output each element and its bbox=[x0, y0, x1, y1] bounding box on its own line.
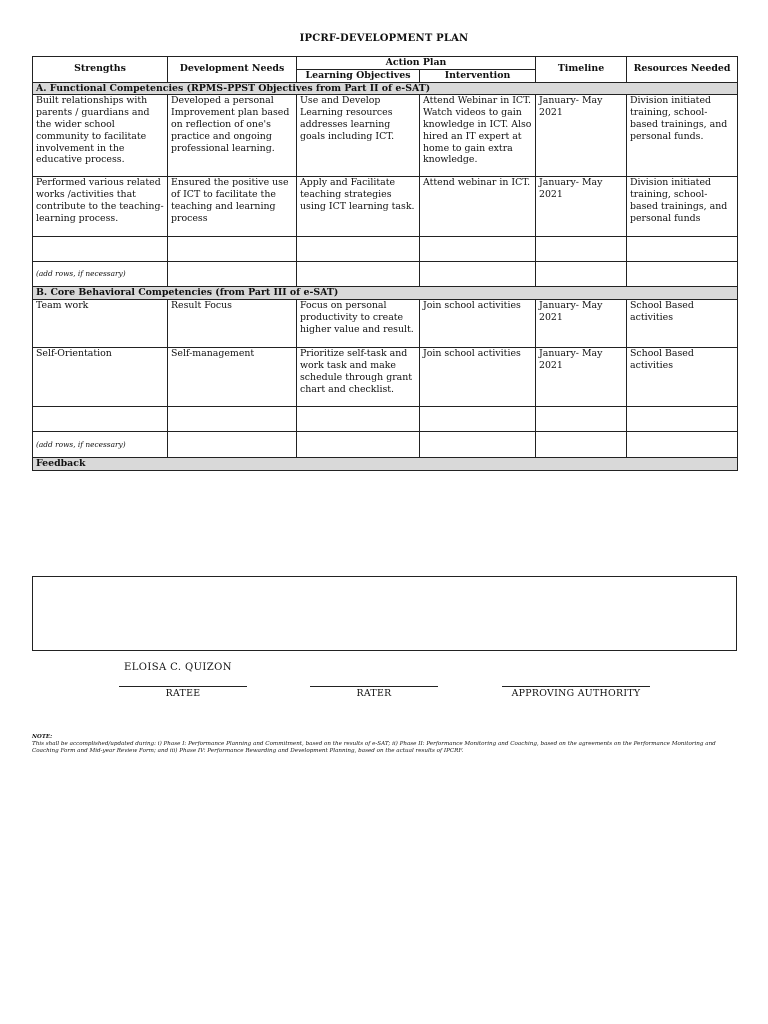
header-action-plan: Action Plan bbox=[297, 57, 536, 70]
empty-cell bbox=[627, 237, 738, 262]
empty-cell bbox=[168, 432, 297, 458]
empty-cell bbox=[536, 237, 627, 262]
header-development-needs: Development Needs bbox=[168, 57, 297, 83]
development-need-cell: Ensured the positive use of ICT to facilitate the teaching and learning process bbox=[168, 177, 297, 237]
ratee-label: RATEE bbox=[165, 688, 201, 699]
timeline-cell: January- May 2021 bbox=[536, 95, 627, 177]
approving-authority-label: APPROVING AUTHORITY bbox=[511, 688, 641, 699]
timeline-cell: January- May 2021 bbox=[536, 177, 627, 237]
learning-objective-cell: Use and Develop Learning resources addresses learning goals including ICT. bbox=[297, 95, 420, 177]
learning-objective-cell: Apply and Facilitate teaching strategies using ICT learning task. bbox=[297, 177, 420, 237]
timeline-cell: January- May 2021 bbox=[536, 300, 627, 348]
intervention-cell: Join school activities bbox=[420, 300, 536, 348]
development-need-cell: Result Focus bbox=[168, 300, 297, 348]
header-intervention: Intervention bbox=[420, 69, 536, 82]
empty-cell bbox=[297, 407, 420, 432]
add-rows-note: (add rows, if necessary) bbox=[33, 432, 168, 458]
note-title: NOTE: bbox=[32, 734, 53, 740]
feedback-label: Feedback bbox=[33, 458, 738, 471]
approving-signature-line bbox=[502, 686, 650, 687]
empty-cell bbox=[297, 432, 420, 458]
note-text: This shall be accomplished/updated during: i) Phase I: Performance Planning and Commitment, based on the results of e-SAT; ii) Phase II: Performance Monitoring and Coaching, based on the agreements on the Performance Monitoring and Coaching Form and Mid-year Review Form; and iii) Phase IV: Performance Rewarding and Development Planning, based on the actual results of IPCRF. bbox=[32, 741, 716, 754]
ratee-name: ELOISA C. QUIZON bbox=[124, 662, 232, 673]
empty-cell bbox=[168, 237, 297, 262]
timeline-cell: January- May 2021 bbox=[536, 348, 627, 407]
ratee-signature-line bbox=[119, 686, 247, 687]
header-timeline: Timeline bbox=[536, 57, 627, 83]
empty-cell bbox=[33, 407, 168, 432]
header-strengths: Strengths bbox=[33, 57, 168, 83]
empty-cell bbox=[420, 262, 536, 287]
rater-signature-line bbox=[310, 686, 438, 687]
empty-cell bbox=[420, 432, 536, 458]
empty-row bbox=[33, 407, 738, 432]
empty-cell bbox=[627, 262, 738, 287]
empty-cell bbox=[627, 432, 738, 458]
resources-cell: School Based activities bbox=[627, 300, 738, 348]
intervention-cell: Attend webinar in ICT. bbox=[420, 177, 536, 237]
empty-cell bbox=[536, 407, 627, 432]
empty-cell bbox=[536, 262, 627, 287]
empty-row bbox=[33, 237, 738, 262]
empty-cell bbox=[168, 262, 297, 287]
table-row bbox=[33, 300, 738, 348]
feedback-box bbox=[32, 576, 737, 651]
strength-cell: Self-Orientation bbox=[33, 348, 168, 407]
strength-cell: Performed various related works /activities that contribute to the teaching-learning process. bbox=[33, 177, 168, 237]
table-row bbox=[33, 95, 738, 177]
header-resources-needed: Resources Needed bbox=[627, 57, 738, 83]
learning-objective-cell: Prioritize self-task and work task and make schedule through grant chart and checklist. bbox=[297, 348, 420, 407]
empty-cell bbox=[168, 407, 297, 432]
table-row bbox=[33, 177, 738, 237]
intervention-cell: Attend Webinar in ICT. Watch videos to gain knowledge in ICT. Also hired an IT expert at home to gain extra knowledge. bbox=[420, 95, 536, 177]
learning-objective-cell: Focus on personal productivity to create higher value and result. bbox=[297, 300, 420, 348]
document-title: IPCRF-DEVELOPMENT PLAN bbox=[299, 33, 469, 44]
intervention-cell: Join school activities bbox=[420, 348, 536, 407]
section-a-title: A. Functional Competencies (RPMS-PPST Objectives from Part II of e-SAT) bbox=[33, 82, 738, 95]
empty-cell bbox=[297, 262, 420, 287]
add-rows-row bbox=[33, 262, 738, 287]
section-b-title: B. Core Behavioral Competencies (from Part III of e-SAT) bbox=[33, 287, 738, 300]
development-need-cell: Self-management bbox=[168, 348, 297, 407]
empty-cell bbox=[536, 432, 627, 458]
development-plan-table bbox=[32, 56, 738, 471]
empty-cell bbox=[627, 407, 738, 432]
empty-cell bbox=[420, 407, 536, 432]
empty-cell bbox=[33, 237, 168, 262]
header-learning-objectives: Learning Objectives bbox=[297, 69, 420, 82]
add-rows-note: (add rows, if necessary) bbox=[33, 262, 168, 287]
rater-label: RATER bbox=[356, 688, 392, 699]
empty-cell bbox=[297, 237, 420, 262]
development-need-cell: Developed a personal Improvement plan based on reflection of one's practice and ongoing professional learning. bbox=[168, 95, 297, 177]
strength-cell: Built relationships with parents / guardians and the wider school community to facilitate involvement in the educative process. bbox=[33, 95, 168, 177]
strength-cell: Team work bbox=[33, 300, 168, 348]
resources-cell: Division initiated training, school-based trainings, and personal funds. bbox=[627, 95, 738, 177]
resources-cell: School Based activities bbox=[627, 348, 738, 407]
table-row bbox=[33, 348, 738, 407]
empty-cell bbox=[420, 237, 536, 262]
resources-cell: Division initiated training, school-based trainings, and personal funds bbox=[627, 177, 738, 237]
add-rows-row bbox=[33, 432, 738, 458]
